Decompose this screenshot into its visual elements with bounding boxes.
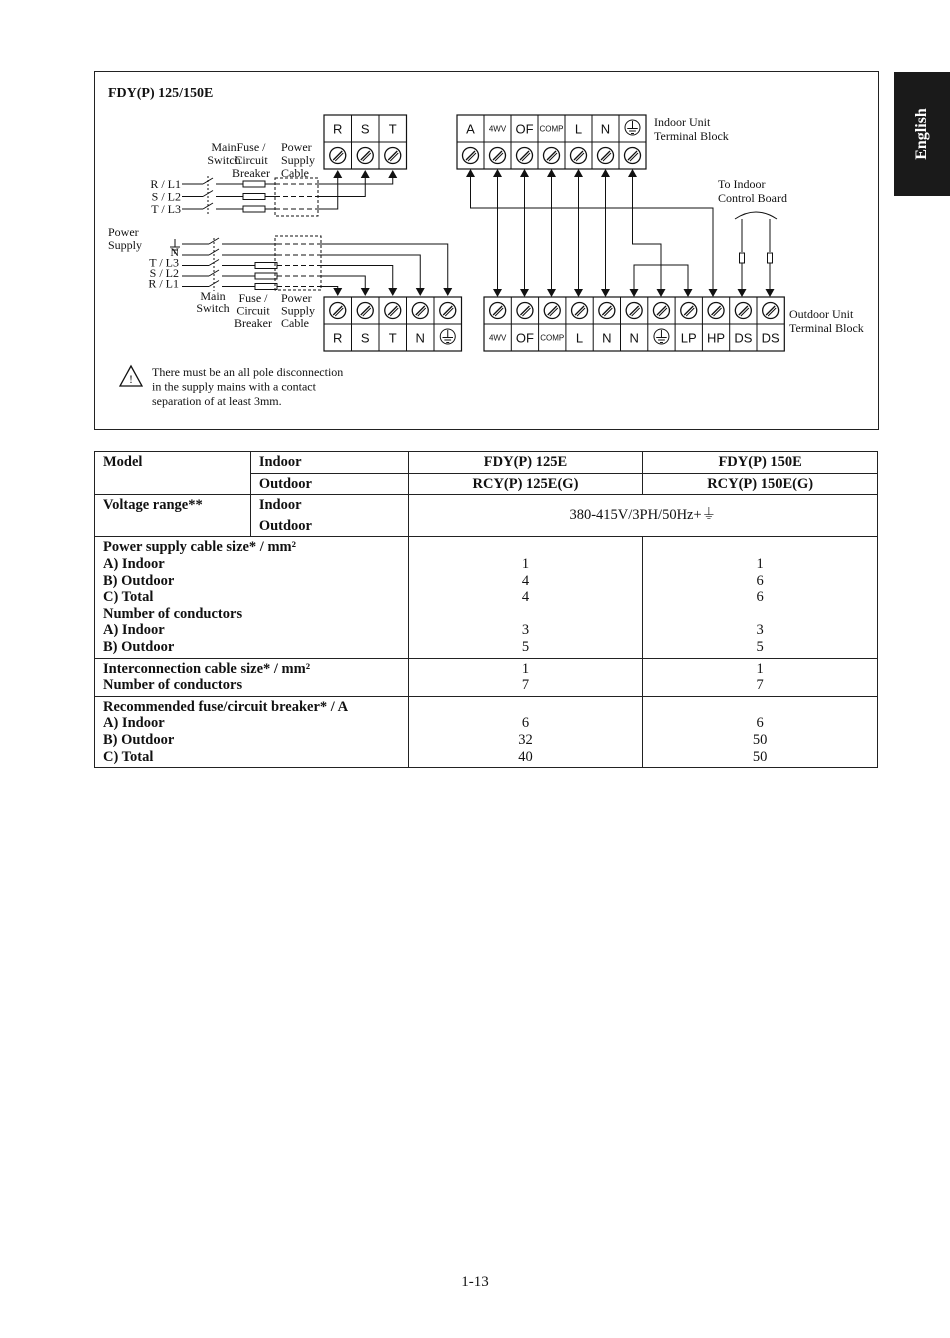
screw-terminal-icon: [330, 148, 346, 164]
bottom-phase-label: S / L2: [149, 266, 179, 280]
arrow-head: [520, 289, 529, 297]
feed-wire: [317, 178, 365, 197]
fuse-icon: [243, 194, 265, 200]
screw-terminal-icon: [357, 303, 373, 319]
arrow-head: [601, 289, 610, 297]
feed-wire: [321, 276, 365, 289]
arrow-head: [443, 288, 452, 296]
terminal-label: L: [575, 330, 584, 346]
terminal-label: S: [360, 121, 370, 137]
terminal-label: DS: [761, 330, 780, 346]
arrow-head: [738, 289, 747, 297]
fuse-row: [95, 696, 878, 767]
cell-line: 40: [518, 748, 533, 765]
bottom-fuse-label: Breaker: [234, 316, 272, 330]
indoor-unit-label: Terminal Block: [654, 129, 729, 143]
terminal-label: 4WV: [488, 333, 507, 343]
bottom-main-switch-label: Main: [200, 289, 226, 303]
warning-text: in the supply mains with a contact: [152, 379, 316, 394]
fuse-icon: [255, 284, 277, 290]
terminal-label: S: [360, 330, 370, 346]
cell-line: 6: [756, 589, 764, 606]
cell-line: A) Indoor: [103, 622, 165, 639]
cell-line: [651, 699, 869, 716]
arrow-head: [547, 289, 556, 297]
arrow-head: [709, 289, 718, 297]
arrow-head: [547, 169, 556, 177]
wire: [471, 177, 714, 289]
screw-terminal-icon: [517, 303, 533, 319]
terminal-label: DS: [734, 330, 753, 346]
interconnection-125: [408, 658, 643, 696]
terminal-label: A: [466, 121, 475, 137]
cell-line: [417, 699, 635, 716]
model-125-indoor: FDY(P) 125E: [408, 452, 643, 474]
terminal-label: N: [602, 330, 612, 346]
screw-terminal-icon: [763, 303, 779, 319]
screw-terminal-icon: [490, 303, 506, 319]
cell-line: A) Indoor: [103, 555, 165, 572]
arrow-head: [493, 169, 502, 177]
diagram-title: FDY(P) 125/150E: [108, 86, 214, 101]
terminal-label: T: [388, 121, 397, 137]
voltage-indoor-label: Indoor: [250, 495, 408, 516]
fuse-150: [643, 696, 878, 767]
screw-terminal-icon: [626, 303, 642, 319]
terminal-label: OF: [515, 121, 534, 137]
cell-line: C) Total: [103, 589, 154, 606]
power-cable-label: Power: [281, 140, 312, 154]
screw-terminal-icon: [572, 303, 588, 319]
screw-terminal-icon: [598, 148, 614, 164]
model-150-outdoor: RCY(P) 150E(G): [643, 473, 878, 495]
terminal-label: R: [333, 330, 343, 346]
screw-terminal-icon: [385, 303, 401, 319]
wiring-diagram-svg: [95, 72, 878, 429]
voltage-value: 380-415V/3PH/50Hz+⏚: [408, 495, 877, 537]
terminal-label: L: [574, 121, 583, 137]
screw-terminal-icon: [653, 303, 669, 319]
model-indoor-row: [95, 452, 878, 474]
arrow-head: [766, 289, 775, 297]
terminal-label: LP: [680, 330, 697, 346]
spec-table: [94, 451, 878, 768]
arrow-head: [466, 169, 475, 177]
voltage-outdoor-label: Outdoor: [250, 516, 408, 537]
bottom-cable-label: Cable: [281, 316, 309, 330]
power-cable-label: Cable: [281, 166, 309, 180]
bottom-phase-label: N: [170, 245, 179, 259]
bottom-fuse-label: Circuit: [236, 303, 270, 318]
arrow-head: [493, 289, 502, 297]
outdoor-label: Outdoor: [250, 473, 408, 495]
outdoor-unit-label: Terminal Block: [789, 321, 864, 335]
terminal-label: COMP: [539, 124, 564, 134]
screw-terminal-icon: [385, 148, 401, 164]
cell-line: A) Indoor: [103, 715, 165, 732]
cell-line: [417, 539, 635, 556]
cell-line: 1: [756, 660, 764, 677]
language-tab: [894, 72, 950, 196]
power-cable-125: [408, 537, 643, 658]
bottom-main-switch-label: Switch: [196, 301, 230, 315]
bottom-phase-label: R / L1: [148, 276, 179, 291]
cell-line: 50: [752, 731, 768, 748]
terminal-label: N: [415, 330, 425, 346]
terminal-label: N: [629, 330, 639, 346]
terminal-label: N: [600, 121, 611, 137]
fuse-icon: [243, 206, 265, 212]
screw-terminal-icon: [490, 148, 506, 164]
voltage-label: Voltage range**: [95, 495, 251, 537]
feed-wire: [321, 244, 448, 289]
feed-wire: [321, 255, 420, 289]
main-switch-label: Switch: [207, 153, 241, 167]
arrow-head: [333, 170, 342, 178]
cell-line: 6: [756, 715, 764, 732]
indoor-unit-label: Indoor Unit: [654, 115, 711, 129]
power-supply-label: Power: [108, 225, 139, 239]
cell-line: 7: [521, 677, 530, 694]
resistor-icon: [740, 253, 745, 263]
feed-wire: [317, 178, 338, 209]
screw-terminal-icon: [544, 303, 560, 319]
main-switch-label: Main: [211, 140, 237, 154]
fuse-icon: [243, 181, 265, 187]
screw-terminal-icon: [463, 148, 479, 164]
bottom-cable-label: Power: [281, 291, 312, 305]
screw-terminal-icon: [625, 148, 641, 164]
cell-line: 4: [521, 589, 530, 606]
cell-line: B) Outdoor: [103, 731, 175, 748]
cell-line: Power supply cable size* / mm²: [103, 539, 296, 556]
cell-line: [651, 539, 869, 556]
fuse-breaker-label: Fuse /: [236, 140, 266, 154]
screw-terminal-icon: [571, 148, 587, 164]
screw-terminal-icon: [681, 303, 697, 319]
indoor-label: Indoor: [250, 452, 408, 474]
arrow-head: [333, 288, 342, 296]
screw-terminal-icon: [440, 303, 456, 319]
cell-line: [417, 606, 635, 623]
cable-bundle-icon: [735, 212, 777, 219]
arrow-head: [388, 288, 397, 296]
feed-wire: [317, 178, 393, 184]
wire: [633, 177, 662, 289]
interconnection-150: [643, 658, 878, 696]
warning-text: separation of at least 3mm.: [152, 394, 282, 408]
phase-label: R / L1: [150, 177, 181, 191]
cell-line: C) Total: [103, 748, 154, 765]
cell-line: 3: [756, 622, 764, 639]
cell-line: Number of conductors: [103, 677, 243, 694]
warning-icon: !: [129, 372, 133, 386]
power-cable-labels: [95, 537, 409, 658]
screw-terminal-icon: [357, 148, 373, 164]
fuse-icon: [255, 273, 277, 279]
cell-line: 1: [521, 660, 530, 677]
screw-terminal-icon: [412, 303, 428, 319]
cell-line: 7: [756, 677, 764, 694]
bottom-phase-label: T / L3: [149, 255, 179, 270]
screw-terminal-icon: [708, 303, 724, 319]
arrow-head: [361, 170, 370, 178]
cell-line: [651, 606, 869, 623]
interconnection-row: [95, 658, 878, 696]
arrow-head: [574, 289, 583, 297]
power-cable-row: [95, 537, 878, 658]
outdoor-unit-label: Outdoor Unit: [789, 307, 854, 321]
screw-terminal-icon: [330, 303, 346, 319]
cell-line: 6: [756, 572, 764, 589]
warning-text: There must be an all pole disconnection: [152, 365, 344, 379]
terminal-label: 4WV: [488, 124, 507, 134]
model-125-outdoor: RCY(P) 125E(G): [408, 473, 643, 495]
terminal-label: R: [333, 121, 343, 137]
language-tab-label: English: [913, 108, 930, 160]
fuse-125: [408, 696, 643, 767]
to-indoor-label: Control Board: [718, 191, 787, 205]
phase-label: S / L2: [151, 189, 181, 204]
cell-line: 32: [518, 731, 533, 748]
power-cable-150: [643, 537, 878, 658]
cell-line: 1: [756, 555, 764, 572]
power-supply-label: Supply: [108, 238, 143, 252]
arrow-head: [601, 169, 610, 177]
cell-line: 6: [521, 715, 530, 732]
cell-line: 50: [752, 748, 768, 765]
screw-terminal-icon: [544, 148, 560, 164]
cell-line: 5: [756, 638, 764, 655]
bottom-cable-label: Supply: [281, 303, 316, 318]
arrow-head: [520, 169, 529, 177]
cell-line: B) Outdoor: [103, 638, 175, 655]
screw-terminal-icon: [735, 303, 751, 319]
terminal-label: OF: [515, 330, 534, 346]
arrow-head: [684, 289, 693, 297]
screw-terminal-icon: [599, 303, 615, 319]
cell-line: 5: [521, 638, 530, 655]
voltage-indoor-row: [95, 495, 878, 516]
bottom-fuse-label: Fuse /: [238, 291, 268, 305]
arrow-head: [657, 289, 666, 297]
cell-line: 4: [521, 572, 530, 589]
fuse-icon: [255, 263, 277, 269]
resistor-icon: [768, 253, 773, 263]
feed-wire: [321, 266, 393, 290]
arrow-head: [574, 169, 583, 177]
screw-terminal-icon: [517, 148, 533, 164]
to-indoor-label: To Indoor: [718, 177, 766, 191]
model-150-indoor: FDY(P) 150E: [643, 452, 878, 474]
fuse-labels: [95, 696, 409, 767]
power-cable-label: Supply: [281, 153, 316, 167]
cell-line: B) Outdoor: [103, 572, 175, 589]
arrow-head: [388, 170, 397, 178]
arrow-head: [361, 288, 370, 296]
arrow-head: [630, 289, 639, 297]
terminal-label: HP: [707, 330, 726, 346]
cell-line: Number of conductors: [103, 605, 243, 622]
cell-line: 3: [521, 622, 530, 639]
interconnection-labels: [95, 658, 409, 696]
cell-line: 1: [521, 555, 530, 572]
terminal-label: COMP: [540, 333, 565, 343]
wiring-diagram: [94, 71, 879, 430]
cell-line: Interconnection cable size* / mm²: [103, 660, 311, 677]
model-label: Model: [95, 452, 251, 495]
phase-label: T / L3: [151, 202, 181, 216]
arrow-head: [416, 288, 425, 296]
cell-line: Recommended fuse/circuit breaker* / A: [103, 698, 349, 715]
fuse-breaker-label: Breaker: [232, 166, 270, 180]
page-number: 1-13: [461, 1274, 489, 1290]
terminal-label: T: [388, 330, 397, 346]
arrow-head: [628, 169, 637, 177]
fuse-breaker-label: Circuit: [234, 153, 268, 167]
